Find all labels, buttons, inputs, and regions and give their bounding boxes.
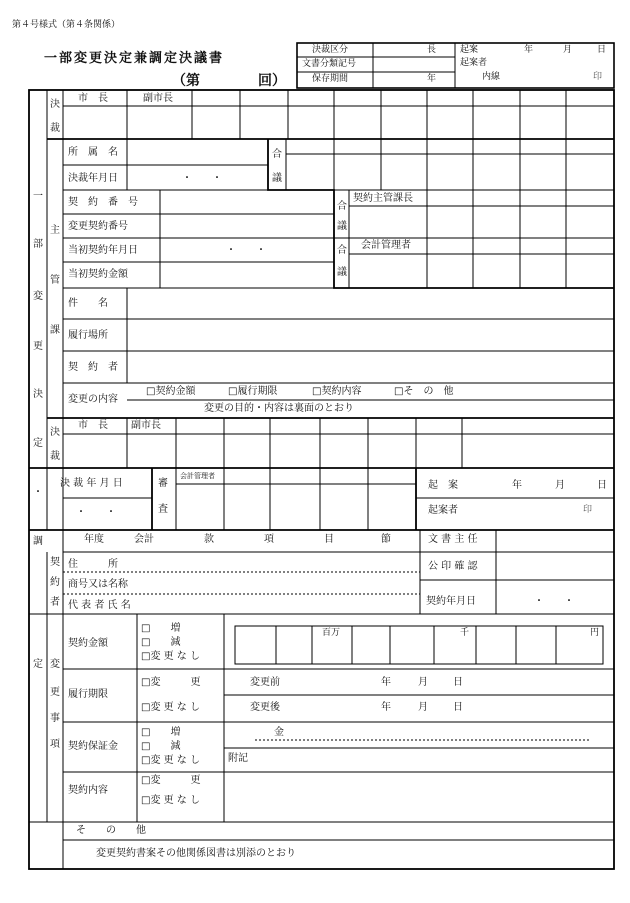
shukan-b: 管: [50, 275, 60, 286]
shinsa-a: 審: [158, 478, 168, 489]
seal-mark: 印: [593, 72, 603, 82]
kian-label-2: 起 案: [428, 480, 458, 491]
side-outer-7: ・: [33, 487, 43, 498]
kian-month: 月: [563, 45, 573, 55]
henko-jiko-b: 更: [50, 687, 60, 698]
footer-note: 変更契約書案その他関係図書は別添のとおり: [96, 848, 296, 859]
daihyo-label: 代 表 者 氏 名: [68, 600, 131, 611]
kigen-henko-checkbox[interactable]: □変 更: [141, 677, 201, 688]
henko-jiko-c: 事: [50, 713, 60, 724]
shogo-label: 商号又は名称: [68, 579, 128, 590]
kian-label: 起案: [460, 45, 479, 55]
aigi3-b: 議: [337, 267, 347, 278]
opt-sonota-checkbox[interactable]: □そ の 他: [394, 386, 454, 397]
moku-label: 目: [324, 534, 334, 545]
side-outer-8: 調: [33, 536, 43, 547]
kigen-label: 履行期限: [68, 689, 108, 700]
naisen-label: 内線: [482, 72, 501, 82]
form-number: 第４号様式（第４条関係）: [12, 20, 121, 30]
shinsa-b: 査: [158, 504, 168, 515]
shukan-a: 主: [50, 225, 60, 236]
hozon-year: 年: [427, 74, 437, 84]
kingaku-zo-checkbox[interactable]: □ 増: [141, 623, 181, 634]
kenmei-label: 件 名: [68, 298, 108, 309]
henko-jiko-a: 変: [50, 659, 60, 670]
shozoku-label: 所 属 名: [68, 147, 118, 158]
opt-naiyo-checkbox[interactable]: □契約内容: [312, 386, 362, 397]
keiyaku-date-dots: ・ ・: [534, 596, 574, 607]
aigi1-a: 合: [272, 149, 282, 160]
henkomae-year: 年: [381, 677, 391, 688]
bunsho-kigo-label: 文書分類記号: [302, 59, 357, 69]
kessai1-b: 裁: [50, 123, 60, 134]
kian-month-2: 月: [555, 480, 565, 491]
henko-bango-label: 変更契約番号: [68, 221, 128, 232]
setsu-label: 節: [381, 534, 391, 545]
bunsho-shunin-label: 文 書 主 任: [428, 534, 478, 545]
shicho-label-2: 市 長: [78, 420, 108, 431]
aigi2-a: 合: [337, 201, 347, 212]
henko-naiyo-label: 変更の内容: [68, 394, 118, 405]
kessai-kubun-label: 決裁区分: [312, 45, 349, 55]
kin-label: 金: [274, 727, 284, 738]
kessai-date-label-2: 決 裁 年 月 日: [60, 478, 123, 489]
side-outer-2: 部: [33, 239, 43, 250]
kessai1-a: 決: [50, 99, 60, 110]
keiyakusha-label: 契 約 者: [68, 362, 118, 373]
keiyakusha-b: 約: [50, 577, 60, 588]
kian-day-2: 日: [597, 480, 607, 491]
kian-day: 日: [597, 45, 607, 55]
kessai-date-label: 決裁年月日: [68, 173, 118, 184]
henkomae-label: 変更前: [250, 677, 280, 688]
henkomae-month: 月: [418, 677, 428, 688]
shukan-c: 課: [50, 325, 60, 336]
seal-mark-2: 印: [583, 505, 593, 515]
naiyo-nashi-checkbox[interactable]: □変 更 な し: [141, 795, 200, 806]
kaikei-label: 会計: [134, 534, 154, 545]
hoshokin-label: 契約保証金: [68, 741, 118, 752]
round-close: 回）: [258, 73, 286, 89]
basho-label: 履行場所: [68, 330, 108, 341]
keiyakusha-c: 者: [50, 597, 60, 608]
henkomae-day: 日: [453, 677, 463, 688]
hoshokin-nashi-checkbox[interactable]: □変 更 な し: [141, 755, 200, 766]
naiyo-henko-checkbox[interactable]: □変 更: [141, 775, 201, 786]
hoshokin-zo-checkbox[interactable]: □ 増: [141, 727, 181, 738]
jusho-label: 住 所: [68, 559, 118, 570]
aigi1-b: 議: [272, 173, 282, 184]
kan-label: 款: [204, 534, 214, 545]
henko-note: 変更の目的・内容は裏面のとおり: [204, 403, 354, 414]
koin-kakunin-label: 公 印 確 認: [428, 561, 478, 572]
round-open: （第: [172, 73, 200, 89]
kingaku-gen-checkbox[interactable]: □ 減: [141, 637, 181, 648]
unit-sen: 千: [460, 628, 470, 638]
henkogo-day: 日: [453, 702, 463, 713]
kaikei-kanri-label: 会計管理者: [361, 240, 411, 251]
side-outer-1: 一: [33, 191, 43, 202]
kian-year-2: 年: [512, 480, 522, 491]
cho-label: 長: [427, 45, 437, 55]
sonota-label: そ の 他: [76, 825, 146, 836]
kian-year: 年: [524, 45, 534, 55]
kaikei-kanri-small: 会計管理者: [180, 472, 215, 480]
tosho-kingaku-label: 当初契約金額: [68, 269, 128, 280]
kessai-date-dots: ・ ・: [182, 173, 222, 184]
kessai2-a: 決: [50, 427, 60, 438]
side-outer-4: 更: [33, 341, 43, 352]
henkogo-year: 年: [381, 702, 391, 713]
henkogo-label: 変更後: [250, 702, 280, 713]
unit-hyakuman: 百万: [322, 628, 341, 638]
fukushicho-label: 副市長: [143, 93, 173, 104]
side-outer-9: 定: [33, 659, 43, 670]
keiyaku-naiyo-label: 契約内容: [68, 785, 108, 796]
henkogo-month: 月: [418, 702, 428, 713]
side-outer-5: 決: [33, 389, 43, 400]
kessai2-b: 裁: [50, 451, 60, 462]
kingaku-nashi-checkbox[interactable]: □変 更 な し: [141, 651, 200, 662]
side-outer-6: 定: [33, 438, 43, 449]
kiansha-label-2: 起案者: [428, 505, 458, 516]
unit-en: 円: [590, 628, 600, 638]
kigen-nashi-checkbox[interactable]: □変 更 な し: [141, 702, 200, 713]
ko-label: 項: [264, 534, 274, 545]
hoshokin-gen-checkbox[interactable]: □ 減: [141, 741, 181, 752]
kingaku-label: 契約金額: [68, 638, 108, 649]
opt-kingaku-checkbox[interactable]: □契約金額: [146, 386, 196, 397]
kiansha-label: 起案者: [460, 58, 488, 68]
keiyakusha-a: 契: [50, 557, 60, 568]
form-title: 一部変更決定兼調定決議書: [44, 51, 225, 66]
side-outer-3: 変: [33, 291, 43, 302]
fuki-label: 附記: [228, 753, 248, 764]
hozon-label: 保存期間: [312, 74, 349, 84]
aigi3-a: 合: [337, 245, 347, 256]
keiyaku-bango-label: 契 約 番 号: [68, 197, 138, 208]
tosho-date-dots: ・ ・: [226, 245, 266, 256]
kessai-date-dots-2: ・ ・: [76, 507, 116, 518]
henko-jiko-d: 項: [50, 739, 60, 750]
fukushicho-label-2: 副市長: [131, 420, 161, 431]
aigi2-b: 議: [337, 221, 347, 232]
tosho-date-label: 当初契約年月日: [68, 245, 138, 256]
opt-kigen-checkbox[interactable]: □履行期限: [228, 386, 278, 397]
nendo-label: 年度: [84, 534, 104, 545]
keiyaku-date-label: 契約年月日: [426, 596, 476, 607]
shicho-label: 市 長: [78, 93, 108, 104]
keiyaku-shukan-label: 契約主管課長: [353, 193, 413, 204]
